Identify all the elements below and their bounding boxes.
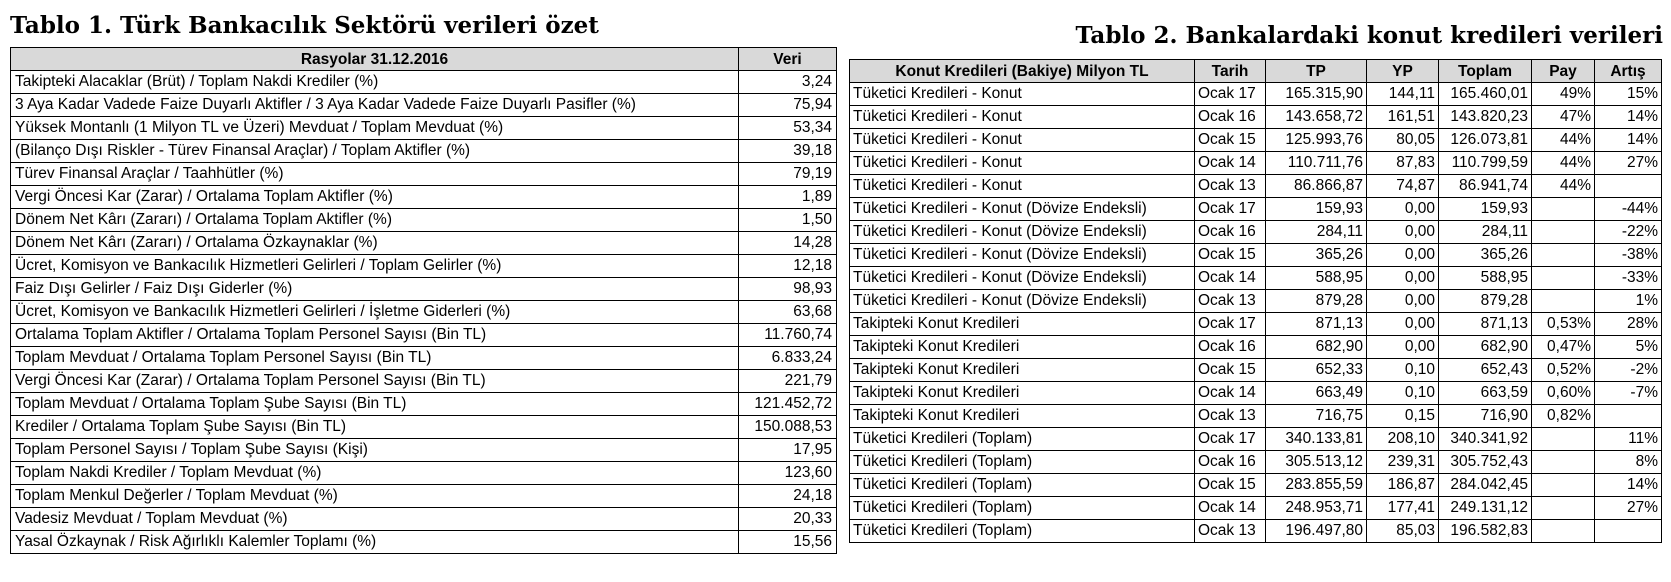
ratio-name-cell: Dönem Net Kârı (Zararı) / Ortalama Özkaynaklar (%) — [11, 232, 739, 255]
yp-cell: 0,00 — [1367, 221, 1439, 244]
table1-body — [11, 71, 837, 554]
loan-type-cell: Tüketici Kredileri (Toplam) — [850, 520, 1195, 543]
tp-cell: 663,49 — [1266, 382, 1367, 405]
ratio-value-cell: 221,79 — [739, 370, 837, 393]
value-column-header: Veri — [739, 48, 837, 71]
housing-loans-table — [849, 59, 1662, 543]
table-row — [850, 198, 1662, 221]
ratio-value-cell: 63,68 — [739, 301, 837, 324]
loan-type-cell: Tüketici Kredileri - Konut (Dövize Endeksli) — [850, 244, 1195, 267]
loan-type-cell: Tüketici Kredileri - Konut — [850, 106, 1195, 129]
loan-type-cell: Tüketici Kredileri - Konut — [850, 152, 1195, 175]
table-row — [850, 428, 1662, 451]
tp-cell: 716,75 — [1266, 405, 1367, 428]
share-cell — [1532, 520, 1595, 543]
yp-cell: 0,00 — [1367, 267, 1439, 290]
yp-cell: 186,87 — [1367, 474, 1439, 497]
share-cell — [1532, 497, 1595, 520]
date-cell: Ocak 14 — [1195, 382, 1266, 405]
table-row — [850, 382, 1662, 405]
ratio-value-cell: 17,95 — [739, 439, 837, 462]
yp-cell: 0,00 — [1367, 336, 1439, 359]
date-cell: Ocak 17 — [1195, 313, 1266, 336]
table-row — [11, 485, 837, 508]
growth-cell: 11% — [1595, 428, 1662, 451]
table-row — [850, 520, 1662, 543]
ratio-value-cell: 79,19 — [739, 163, 837, 186]
tp-cell: 143.658,72 — [1266, 106, 1367, 129]
share-cell — [1532, 244, 1595, 267]
ratio-value-cell: 1,89 — [739, 186, 837, 209]
date-cell: Ocak 13 — [1195, 405, 1266, 428]
ratio-name-cell: Yüksek Montanlı (1 Milyon TL ve Üzeri) Mevduat / Toplam Mevduat (%) — [11, 117, 739, 140]
yp-cell: 0,00 — [1367, 313, 1439, 336]
ratio-name-cell: Toplam Menkul Değerler / Toplam Mevduat (%) — [11, 485, 739, 508]
yp-cell: 87,83 — [1367, 152, 1439, 175]
loan-type-cell: Takipteki Konut Kredileri — [850, 359, 1195, 382]
ratio-value-cell: 15,56 — [739, 531, 837, 554]
yp-cell: 177,41 — [1367, 497, 1439, 520]
loan-type-cell: Takipteki Konut Kredileri — [850, 313, 1195, 336]
table-row — [850, 244, 1662, 267]
loan-type-cell: Tüketici Kredileri - Konut — [850, 129, 1195, 152]
share-cell — [1532, 198, 1595, 221]
date-cell: Ocak 15 — [1195, 129, 1266, 152]
total-cell: 716,90 — [1439, 405, 1532, 428]
total-cell: 284,11 — [1439, 221, 1532, 244]
yp-cell: 74,87 — [1367, 175, 1439, 198]
table-row — [850, 497, 1662, 520]
growth-cell: -7% — [1595, 382, 1662, 405]
total-cell: 165.460,01 — [1439, 83, 1532, 106]
date-cell: Ocak 17 — [1195, 428, 1266, 451]
tp-cell: 248.953,71 — [1266, 497, 1367, 520]
ratio-name-cell: Ücret, Komisyon ve Bankacılık Hizmetleri Gelirleri / Toplam Gelirler (%) — [11, 255, 739, 278]
loan-type-cell: Takipteki Konut Kredileri — [850, 336, 1195, 359]
total-cell: 305.752,43 — [1439, 451, 1532, 474]
date-cell: Ocak 13 — [1195, 290, 1266, 313]
total-cell: 365,26 — [1439, 244, 1532, 267]
ratio-value-cell: 20,33 — [739, 508, 837, 531]
loan-type-cell: Takipteki Konut Kredileri — [850, 382, 1195, 405]
total-cell: 340.341,92 — [1439, 428, 1532, 451]
total-cell: 652,43 — [1439, 359, 1532, 382]
tp-cell: 165.315,90 — [1266, 83, 1367, 106]
yp-cell: 208,10 — [1367, 428, 1439, 451]
table-row — [850, 221, 1662, 244]
growth-cell: 1% — [1595, 290, 1662, 313]
loan-type-cell: Tüketici Kredileri - Konut (Dövize Endeksli) — [850, 198, 1195, 221]
ratio-value-cell: 24,18 — [739, 485, 837, 508]
growth-cell: 14% — [1595, 106, 1662, 129]
table-row — [11, 255, 837, 278]
ratio-name-cell: Krediler / Ortalama Toplam Şube Sayısı (Bin TL) — [11, 416, 739, 439]
date-cell: Ocak 17 — [1195, 83, 1266, 106]
share-cell: 44% — [1532, 129, 1595, 152]
share-cell: 44% — [1532, 175, 1595, 198]
tp-cell: 110.711,76 — [1266, 152, 1367, 175]
tp-cell: 682,90 — [1266, 336, 1367, 359]
yp-cell: 0,00 — [1367, 290, 1439, 313]
table2-header-row — [850, 60, 1662, 83]
table-row — [850, 451, 1662, 474]
table-row — [11, 393, 837, 416]
share-cell: 0,53% — [1532, 313, 1595, 336]
tp-cell: 652,33 — [1266, 359, 1367, 382]
table-row — [11, 278, 837, 301]
tp-cell: 86.866,87 — [1266, 175, 1367, 198]
loan-type-cell: Tüketici Kredileri (Toplam) — [850, 428, 1195, 451]
date-cell: Ocak 13 — [1195, 520, 1266, 543]
ratio-value-cell: 14,28 — [739, 232, 837, 255]
ratio-name-cell: 3 Aya Kadar Vadede Faize Duyarlı Aktifler / 3 Aya Kadar Vadede Faize Duyarlı Pasifler (%) — [11, 94, 739, 117]
share-cell: 49% — [1532, 83, 1595, 106]
loan-type-cell: Takipteki Konut Kredileri — [850, 405, 1195, 428]
tp-cell: 159,93 — [1266, 198, 1367, 221]
ratio-value-cell: 150.088,53 — [739, 416, 837, 439]
share-cell: 47% — [1532, 106, 1595, 129]
yp-column-header: YP — [1367, 60, 1439, 83]
share-cell: 44% — [1532, 152, 1595, 175]
growth-cell — [1595, 520, 1662, 543]
table-row — [11, 71, 837, 94]
total-cell: 196.582,83 — [1439, 520, 1532, 543]
total-cell: 879,28 — [1439, 290, 1532, 313]
ratio-name-cell: Ortalama Toplam Aktifler / Ortalama Toplam Personel Sayısı (Bin TL) — [11, 324, 739, 347]
date-cell: Ocak 16 — [1195, 451, 1266, 474]
total-cell: 682,90 — [1439, 336, 1532, 359]
growth-cell: 27% — [1595, 152, 1662, 175]
tp-cell: 871,13 — [1266, 313, 1367, 336]
table2-body — [850, 83, 1662, 543]
ratio-name-cell: (Bilanço Dışı Riskler - Türev Finansal Araçlar) / Toplam Aktifler (%) — [11, 140, 739, 163]
date-cell: Ocak 16 — [1195, 106, 1266, 129]
ratio-name-cell: Toplam Nakdi Krediler / Toplam Mevduat (%) — [11, 462, 739, 485]
total-cell: 110.799,59 — [1439, 152, 1532, 175]
table-row — [11, 508, 837, 531]
total-cell: 143.820,23 — [1439, 106, 1532, 129]
share-cell: 0,60% — [1532, 382, 1595, 405]
total-cell: 588,95 — [1439, 267, 1532, 290]
yp-cell: 0,15 — [1367, 405, 1439, 428]
yp-cell: 0,10 — [1367, 359, 1439, 382]
growth-cell: -22% — [1595, 221, 1662, 244]
table-row — [11, 324, 837, 347]
table-row — [11, 163, 837, 186]
ratio-value-cell: 121.452,72 — [739, 393, 837, 416]
total-cell: 871,13 — [1439, 313, 1532, 336]
ratio-value-cell: 12,18 — [739, 255, 837, 278]
table-row — [850, 474, 1662, 497]
ratio-name-cell: Toplam Mevduat / Ortalama Toplam Şube Sayısı (Bin TL) — [11, 393, 739, 416]
table-row — [11, 462, 837, 485]
table1-header-row — [11, 48, 837, 71]
table-row — [11, 301, 837, 324]
yp-cell: 0,00 — [1367, 244, 1439, 267]
table-row — [850, 313, 1662, 336]
table-row — [11, 439, 837, 462]
share-cell: 0,47% — [1532, 336, 1595, 359]
growth-cell: 28% — [1595, 313, 1662, 336]
ratio-value-cell: 123,60 — [739, 462, 837, 485]
tp-cell: 196.497,80 — [1266, 520, 1367, 543]
date-cell: Ocak 16 — [1195, 221, 1266, 244]
table2-title: Tablo 2. Bankalardaki konut kredileri verileri — [1075, 22, 1663, 49]
yp-cell: 80,05 — [1367, 129, 1439, 152]
loan-type-cell: Tüketici Kredileri - Konut (Dövize Endeksli) — [850, 221, 1195, 244]
share-cell: 0,52% — [1532, 359, 1595, 382]
growth-cell — [1595, 175, 1662, 198]
yp-cell: 239,31 — [1367, 451, 1439, 474]
date-cell: Ocak 15 — [1195, 359, 1266, 382]
table1-title: Tablo 1. Türk Bankacılık Sektörü verileri özet — [10, 12, 599, 39]
tp-cell: 879,28 — [1266, 290, 1367, 313]
date-cell: Ocak 14 — [1195, 267, 1266, 290]
date-cell: Ocak 13 — [1195, 175, 1266, 198]
ratio-name-cell: Faiz Dışı Gelirler / Faiz Dışı Giderler (%) — [11, 278, 739, 301]
ratio-value-cell: 39,18 — [739, 140, 837, 163]
yp-cell: 0,10 — [1367, 382, 1439, 405]
total-cell: 159,93 — [1439, 198, 1532, 221]
share-cell — [1532, 474, 1595, 497]
growth-cell: -33% — [1595, 267, 1662, 290]
table-row — [11, 186, 837, 209]
share-column-header: Pay — [1532, 60, 1595, 83]
tp-column-header: TP — [1266, 60, 1367, 83]
ratio-name-cell: Dönem Net Kârı (Zararı) / Ortalama Toplam Aktifler (%) — [11, 209, 739, 232]
growth-cell: 8% — [1595, 451, 1662, 474]
date-cell: Ocak 17 — [1195, 198, 1266, 221]
ratio-value-cell: 53,34 — [739, 117, 837, 140]
share-cell — [1532, 451, 1595, 474]
ratio-value-cell: 1,50 — [739, 209, 837, 232]
ratio-name-cell: Vadesiz Mevduat / Toplam Mevduat (%) — [11, 508, 739, 531]
loan-type-cell: Tüketici Kredileri - Konut — [850, 83, 1195, 106]
growth-cell: 27% — [1595, 497, 1662, 520]
table-row — [11, 416, 837, 439]
yp-cell: 85,03 — [1367, 520, 1439, 543]
table-row — [850, 106, 1662, 129]
ratio-name-cell: Toplam Personel Sayısı / Toplam Şube Sayısı (Kişi) — [11, 439, 739, 462]
loan-type-cell: Tüketici Kredileri - Konut (Dövize Endeksli) — [850, 267, 1195, 290]
date-cell: Ocak 16 — [1195, 336, 1266, 359]
table-row — [11, 370, 837, 393]
ratio-value-cell: 11.760,74 — [739, 324, 837, 347]
ratio-name-cell: Vergi Öncesi Kar (Zarar) / Ortalama Toplam Aktifler (%) — [11, 186, 739, 209]
tp-cell: 284,11 — [1266, 221, 1367, 244]
ratio-name-cell: Ücret, Komisyon ve Bankacılık Hizmetleri Gelirleri / İşletme Giderleri (%) — [11, 301, 739, 324]
table-row — [850, 267, 1662, 290]
date-cell: Ocak 14 — [1195, 497, 1266, 520]
table-row — [11, 347, 837, 370]
tp-cell: 340.133,81 — [1266, 428, 1367, 451]
share-cell — [1532, 428, 1595, 451]
table-row — [11, 140, 837, 163]
date-cell: Ocak 15 — [1195, 474, 1266, 497]
share-cell — [1532, 221, 1595, 244]
total-cell: 249.131,12 — [1439, 497, 1532, 520]
share-cell: 0,82% — [1532, 405, 1595, 428]
growth-cell: 14% — [1595, 129, 1662, 152]
total-cell: 86.941,74 — [1439, 175, 1532, 198]
date-cell: Ocak 14 — [1195, 152, 1266, 175]
table-row — [11, 117, 837, 140]
loan-type-cell: Tüketici Kredileri (Toplam) — [850, 451, 1195, 474]
share-cell — [1532, 267, 1595, 290]
ratio-name-cell: Yasal Özkaynak / Risk Ağırlıklı Kalemler Toplamı (%) — [11, 531, 739, 554]
growth-cell: -44% — [1595, 198, 1662, 221]
tp-cell: 283.855,59 — [1266, 474, 1367, 497]
growth-cell: 14% — [1595, 474, 1662, 497]
table-row — [850, 359, 1662, 382]
ratio-name-cell: Vergi Öncesi Kar (Zarar) / Ortalama Toplam Personel Sayısı (Bin TL) — [11, 370, 739, 393]
tp-cell: 305.513,12 — [1266, 451, 1367, 474]
tp-cell: 125.993,76 — [1266, 129, 1367, 152]
table-row — [850, 290, 1662, 313]
share-cell — [1532, 290, 1595, 313]
date-cell: Ocak 15 — [1195, 244, 1266, 267]
table-row — [11, 531, 837, 554]
yp-cell: 0,00 — [1367, 198, 1439, 221]
total-cell: 663,59 — [1439, 382, 1532, 405]
table-row — [850, 336, 1662, 359]
ratio-column-header: Rasyolar 31.12.2016 — [11, 48, 739, 71]
banking-ratios-table — [10, 47, 837, 554]
yp-cell: 144,11 — [1367, 83, 1439, 106]
growth-cell: -2% — [1595, 359, 1662, 382]
loan-type-cell: Tüketici Kredileri - Konut — [850, 175, 1195, 198]
ratio-name-cell: Takipteki Alacaklar (Brüt) / Toplam Nakdi Krediler (%) — [11, 71, 739, 94]
growth-cell — [1595, 405, 1662, 428]
loan-type-column-header: Konut Kredileri (Bakiye) Milyon TL — [850, 60, 1195, 83]
table-row — [11, 209, 837, 232]
ratio-value-cell: 75,94 — [739, 94, 837, 117]
table-row — [850, 152, 1662, 175]
tp-cell: 588,95 — [1266, 267, 1367, 290]
ratio-value-cell: 98,93 — [739, 278, 837, 301]
ratio-name-cell: Türev Finansal Araçlar / Taahhütler (%) — [11, 163, 739, 186]
total-cell: 284.042,45 — [1439, 474, 1532, 497]
table-row — [11, 94, 837, 117]
total-column-header: Toplam — [1439, 60, 1532, 83]
total-cell: 126.073,81 — [1439, 129, 1532, 152]
growth-cell: 5% — [1595, 336, 1662, 359]
tp-cell: 365,26 — [1266, 244, 1367, 267]
loan-type-cell: Tüketici Kredileri (Toplam) — [850, 497, 1195, 520]
growth-cell: -38% — [1595, 244, 1662, 267]
growth-cell: 15% — [1595, 83, 1662, 106]
table-row — [850, 129, 1662, 152]
loan-type-cell: Tüketici Kredileri (Toplam) — [850, 474, 1195, 497]
ratio-value-cell: 6.833,24 — [739, 347, 837, 370]
date-column-header: Tarih — [1195, 60, 1266, 83]
loan-type-cell: Tüketici Kredileri - Konut (Dövize Endeksli) — [850, 290, 1195, 313]
growth-column-header: Artış — [1595, 60, 1662, 83]
table-row — [850, 83, 1662, 106]
table-row — [850, 175, 1662, 198]
ratio-value-cell: 3,24 — [739, 71, 837, 94]
table-row — [11, 232, 837, 255]
ratio-name-cell: Toplam Mevduat / Ortalama Toplam Personel Sayısı (Bin TL) — [11, 347, 739, 370]
yp-cell: 161,51 — [1367, 106, 1439, 129]
table-row — [850, 405, 1662, 428]
